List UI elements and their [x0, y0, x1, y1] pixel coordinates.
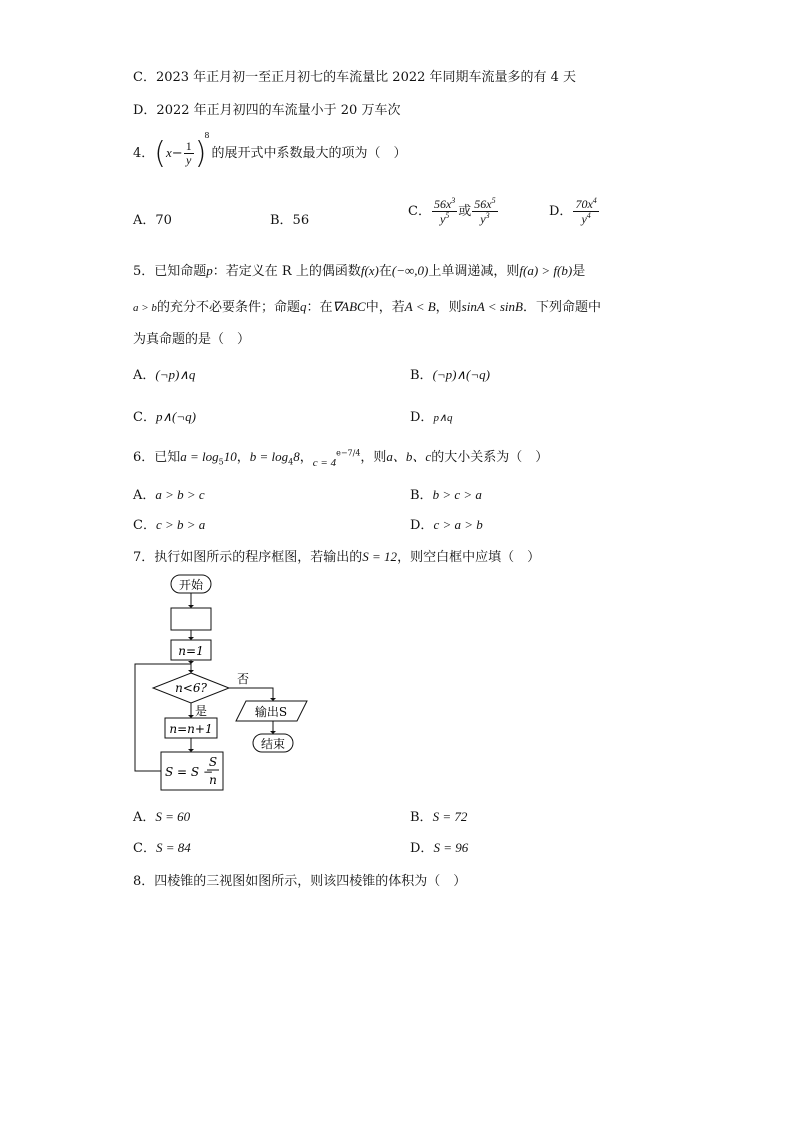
q4-frac-den: y	[186, 153, 192, 167]
q6-opt-a-label: A．	[133, 488, 156, 503]
q4-opt-c-exp2: 5	[491, 196, 496, 205]
q5-option-b	[410, 364, 490, 383]
q6-opt-b-label: B．	[410, 488, 433, 503]
q7-s-eq: S = 12	[362, 549, 398, 564]
flow-update-num: S	[208, 755, 218, 769]
q5-text-1a: 5．已知命题	[133, 264, 207, 279]
flow-blank-box	[171, 608, 211, 630]
q7-opt-d-expr: S = 96	[433, 840, 469, 855]
q6-a-def: a = log	[180, 449, 219, 464]
q4-opt-c-dexp1: 5	[445, 211, 450, 221]
flow-update-den: n	[209, 773, 217, 787]
q6-b-def: b = log	[249, 449, 289, 464]
q7-opt-a-expr: S = 60	[155, 809, 191, 824]
q5-fx: f(x)	[360, 263, 379, 278]
q7-option-b	[410, 806, 467, 825]
q6-c-exp: e−7/4	[336, 448, 361, 458]
q5-text-1d: 上单调递减，则	[428, 264, 520, 279]
q5-text-1c: 在	[378, 264, 392, 279]
q5-opt-b-label: B．	[410, 368, 433, 383]
q5-line-3: 为真命题的是（ ）	[133, 332, 251, 347]
q4-right-paren: )	[194, 136, 207, 171]
q7-opt-b-label: B．	[410, 810, 433, 825]
q6-a-arg: 10	[223, 449, 237, 464]
q5-text-2d: ，则	[435, 300, 462, 315]
q5-opt-c-label: C．	[133, 410, 156, 425]
flow-end-label: 结束	[260, 737, 286, 751]
q5-opt-c-expr: p∧(¬q)	[155, 409, 196, 424]
q4-option-a: A．70	[133, 213, 172, 228]
q4-opt-c-num2: 56x	[474, 197, 492, 211]
q7-flowchart	[125, 570, 325, 795]
q4-opt-c-num1: 56x	[433, 197, 452, 211]
q5-text-2b: ：在	[306, 300, 333, 315]
q5-line-2	[133, 296, 601, 315]
q6-option-b	[410, 484, 482, 503]
q4-option-c	[408, 197, 499, 226]
q4-number: 4．	[133, 146, 155, 161]
q4-left-paren: (	[154, 136, 166, 171]
flow-update-lhs: S = S −	[165, 765, 213, 779]
q6-opt-a-expr: a > b > c	[155, 487, 205, 502]
q6-text-c: 的大小关系为（ ）	[431, 450, 549, 465]
q4-opt-c-den2: y	[480, 212, 486, 227]
q5-text-1e: 是	[572, 264, 586, 279]
flow-start-label: 开始	[178, 578, 204, 592]
q3-option-c: C．2023 年正月初一至正月初七的车流量比 2022 年同期车流量多的有 4 天	[133, 70, 577, 85]
q5-option-a	[133, 364, 195, 383]
q5-a-gt-b: a > b	[133, 302, 157, 314]
q5-fa-gt-fb: f(a) > f(b)	[519, 263, 573, 278]
q7-option-d	[410, 837, 468, 856]
q5-sin-ineq: sinA < sinB	[461, 299, 523, 314]
q8-stem: 8．四棱锥的三视图如图所示，则该四棱锥的体积为（ ）	[133, 874, 467, 889]
q7-stem	[133, 546, 540, 565]
q6-option-a	[133, 484, 205, 503]
flow-condition-label: n<6?	[175, 681, 207, 695]
q4-opt-d-num: 70x	[575, 197, 593, 211]
q6-option-c	[133, 514, 205, 533]
q7-text-b: ，则空白框中应填（ ）	[397, 550, 541, 565]
q6-a-base: 5	[218, 457, 224, 467]
q4-opt-c-or: 或	[458, 204, 472, 220]
q5-opt-a-expr: (¬p)∧q	[155, 367, 196, 382]
q7-option-a	[133, 806, 190, 825]
q4-x: x	[166, 145, 172, 160]
q4-opt-d-label: D．	[549, 204, 573, 220]
q5-option-c	[133, 406, 196, 425]
q4-opt-c-exp1: 3	[451, 196, 456, 205]
q7-opt-d-label: D．	[410, 841, 434, 856]
q5-opt-d-expr: p∧q	[433, 412, 453, 424]
q5-text-2a: 的充分不必要条件；命题	[156, 300, 300, 315]
q5-option-d	[410, 406, 453, 425]
q4-power: 8	[204, 130, 210, 140]
q5-text-1b: ：若定义在 R 上的偶函数	[212, 264, 361, 279]
flow-init-label: n=1	[178, 644, 204, 658]
q4-stem-text: 的展开式中系数最大的项为（ ）	[211, 146, 407, 161]
q6-option-d	[410, 514, 483, 533]
q6-vars: a、b、c	[386, 449, 432, 464]
q3-option-d: D．2022 年正月初四的车流量小于 20 万车次	[133, 103, 401, 118]
q5-line-1	[133, 260, 585, 279]
q4-opt-d-den: y	[581, 212, 587, 227]
q4-minus: −	[171, 146, 183, 161]
flow-inc-label: n=n+1	[169, 722, 213, 736]
q4-option-d	[549, 197, 600, 226]
q4-opt-c-label: C．	[408, 204, 431, 220]
flow-yes-label: 是	[195, 704, 208, 718]
q6-text-b: ，则	[360, 450, 387, 465]
q7-opt-c-label: C．	[133, 841, 156, 856]
q5-opt-a-label: A．	[133, 368, 156, 383]
q7-opt-a-label: A．	[133, 810, 156, 825]
q5-a-lt-b: A < B	[404, 299, 436, 314]
q6-opt-d-expr: c > a > b	[433, 517, 483, 532]
q4-opt-d-exp: 4	[592, 196, 597, 205]
q5-interval: (−∞,0)	[391, 263, 429, 278]
flow-output-label: 输出S	[254, 705, 288, 719]
q6-b-base: 4	[288, 457, 294, 467]
q4-opt-c-den1: y	[439, 212, 446, 227]
q6-opt-c-label: C．	[133, 518, 156, 533]
q6-c-def: c = 4	[312, 457, 337, 469]
q5-opt-d-label: D．	[410, 410, 434, 425]
q6-stem: 6．已知$a = \log_510$，$b = \log_48$，$_{c = 4}^{e-7/4}$，则a、b、c的大小关系为（ ）	[133, 448, 549, 469]
q4-opt-c-dexp2: 3	[485, 211, 490, 221]
q6-text-a: 6．已知	[133, 450, 181, 465]
q4-stem	[133, 130, 407, 171]
q5-text-2c: 中，若	[365, 300, 405, 315]
q6-opt-d-label: D．	[410, 518, 434, 533]
q4-option-b: B．56	[270, 213, 310, 228]
flow-no-label: 否	[237, 672, 250, 686]
q7-opt-b-expr: S = 72	[432, 809, 468, 824]
q5-triangle: ∇ABC	[332, 299, 366, 314]
q6-opt-c-expr: c > b > a	[155, 517, 206, 532]
q4-frac-num: 1	[185, 138, 192, 153]
q4-fraction	[184, 140, 194, 167]
q6-opt-b-expr: b > c > a	[432, 487, 482, 502]
q5-p: p	[206, 263, 213, 278]
q7-text-a: 7．执行如图所示的程序框图，若输出的	[133, 550, 363, 565]
q5-opt-b-expr: (¬p)∧(¬q)	[432, 367, 490, 382]
q5-q: q	[299, 299, 307, 314]
q5-text-2e: ．下列命题中	[522, 300, 601, 315]
q6-b-arg: 8	[293, 449, 300, 464]
q7-opt-c-expr: S = 84	[155, 840, 191, 855]
q7-option-c	[133, 837, 191, 856]
q4-opt-d-dexp: 4	[586, 211, 591, 221]
